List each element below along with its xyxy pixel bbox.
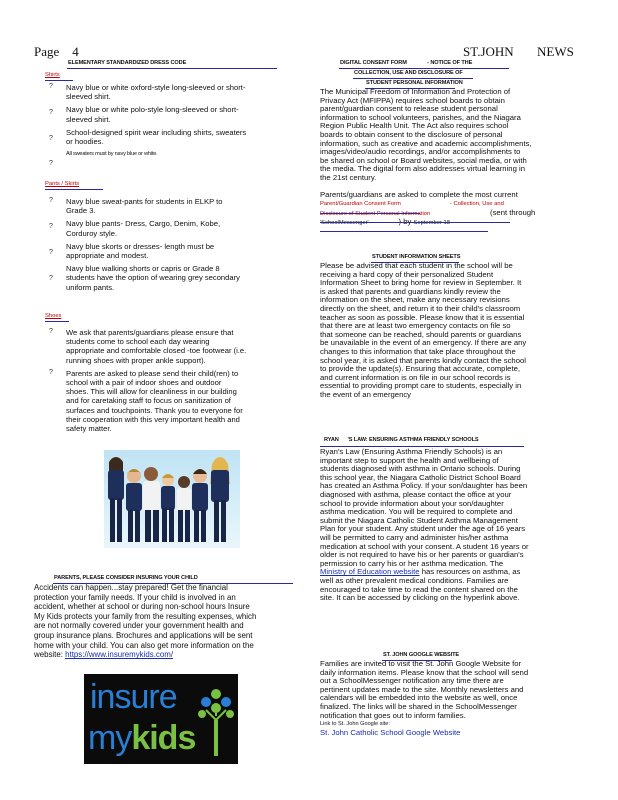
list-item: and for caretaking staff to focus on sanitization of xyxy=(66,396,231,406)
consent-rule-2 xyxy=(353,78,473,79)
asthma-line: diagnosed with asthma, please contact the office at your xyxy=(320,489,512,499)
info-sheets-line: directly on the sheet, and return it to their child's classroom xyxy=(320,303,521,313)
list-item: school with a pair of indoor shoes and outdoor xyxy=(66,378,222,388)
info-sheets-line: to provide the update(s). Ensuring that accurate, complete, xyxy=(320,364,520,374)
consent-title-1 xyxy=(340,60,472,66)
list-item: All sweaters must by navy blue or white. xyxy=(66,151,158,158)
asthma-line: medication at school with your consent. A student 16 years or xyxy=(320,541,529,551)
bullet-icon: ? xyxy=(49,160,53,167)
asthma-line: this school year, the Niagara Catholic District School Board xyxy=(320,472,521,482)
logo-kids: kids xyxy=(131,719,196,757)
google-line: notification that goes out to inform families. xyxy=(320,710,466,720)
bullet-icon: ? xyxy=(49,135,53,142)
info-sheets-line: that someone can be reached, should parents or guardians xyxy=(320,329,522,339)
google-line: Families are invited to visit the St. John Google Website for xyxy=(320,659,522,668)
consent-form-rule-3 xyxy=(320,231,488,232)
consent-sent-through: (sent through xyxy=(490,207,536,217)
insure-my-kids-logo xyxy=(84,674,238,764)
consent-date: September 18 xyxy=(413,220,450,227)
consent-messenger: 'SchoolMessenger' xyxy=(320,220,369,227)
asthma-line: site. It can be accessed by clicking on the hyperlink above. xyxy=(320,593,520,603)
asthma-line: Plan for your student. Any student under the age of 16 years xyxy=(320,524,526,534)
bullet-icon: ? xyxy=(49,328,53,335)
pants-list xyxy=(66,197,306,292)
consent-line: The Municipal Freedom of Information and Protection of xyxy=(320,87,511,96)
info-sheets-line: school year, it is asked that parents kindly contact the school xyxy=(320,355,526,365)
google-link-label: Link to St. John Google site: xyxy=(320,721,390,728)
shoes-label: Shoes xyxy=(45,313,62,319)
tree-icon xyxy=(196,680,236,760)
list-item: appropriate and modest. xyxy=(66,251,149,261)
consent-form-line-3 xyxy=(320,218,612,228)
insuremykids-link[interactable]: https://www.insuremykids.com/ xyxy=(65,650,174,660)
bullet-icon: ? xyxy=(49,197,53,204)
asthma-line: asthma medication. You will be required to complete and xyxy=(320,507,513,517)
asthma-text xyxy=(320,448,612,603)
consent-line: the media. The digital form also addresses virtual learning in xyxy=(320,164,525,174)
info-sheets-line: changes to this information that take place throughout the xyxy=(320,346,516,356)
info-sheets-line: and current information is on file in our school records is xyxy=(320,372,511,382)
list-item: sleeved shirt. xyxy=(66,114,111,124)
pants-rule xyxy=(45,189,103,190)
asthma-after-link: has resources on asthma, as xyxy=(419,567,521,577)
bullet-icon: ? xyxy=(49,369,53,376)
logo-mykids-text xyxy=(88,718,195,758)
list-item: their cooperation with this very important health and xyxy=(66,414,240,424)
logo-my: my xyxy=(88,719,132,757)
asthma-line: important step to support the health and wellbeing of xyxy=(320,455,499,465)
insurance-line: My Kids protects your family from the resulting expenses, which xyxy=(34,611,257,621)
shirts-label: Shirts xyxy=(45,72,60,78)
asthma-line: encouraged to take time to read the content shared on the xyxy=(320,584,518,594)
info-sheets-line: the event of an emergency xyxy=(320,389,412,399)
asthma-line: has created an Asthma Policy. If your son/daughter has been xyxy=(320,481,528,491)
google-line: finalized. The links will be shared in the SchoolMessenger xyxy=(320,701,517,711)
list-item: School-designed spirit wear including shirts, sweaters xyxy=(66,127,247,137)
consent-line: information to school volunteers, parishes, and the Niagara xyxy=(320,112,521,122)
consent-form-name-b: - Collection, Use and xyxy=(450,201,504,208)
google-line: daily information items. Please know that the school will send xyxy=(320,667,529,677)
consent-line: boards to obtain consent to the disclosure of personal xyxy=(320,129,503,139)
list-item: uniform pants. xyxy=(66,282,115,292)
info-sheets-line: teacher as soon as possible. Please know that it is essential xyxy=(320,312,525,322)
bullet-icon: ? xyxy=(49,249,53,256)
list-item: sleeved shirt. xyxy=(66,92,111,102)
list-item: shoes. This will allow for cleanliness in our building xyxy=(66,387,237,397)
list-item: appropriate and comfortable closed -toe footwear (i.e. xyxy=(66,346,247,356)
insurance-line: are not normally covered under your government health and xyxy=(34,621,244,631)
ministry-of-education-link[interactable]: Ministry of Education website xyxy=(320,567,420,577)
insurance-line: group insurance plans. Brochures and applications will be sent xyxy=(34,630,253,640)
google-line: pertinent updates made to the site. Monthly newsletters and xyxy=(320,684,524,694)
bullet-icon: ? xyxy=(49,275,53,282)
info-sheets-line: Information Sheet to bring home for review in September. It xyxy=(320,278,522,288)
google-text xyxy=(320,660,612,738)
consent-line: Privacy Act (MFIPPA) requires school boards to obtain xyxy=(320,95,505,105)
info-sheets-line: be unavailable in the event of an emergency. If there are any xyxy=(320,338,527,348)
asthma-line: older is not required to have his or her parents or guardian's xyxy=(320,550,524,560)
bullet-icon: ? xyxy=(49,109,53,116)
asthma-line: submit the Niagara Catholic Student Asthma Management xyxy=(320,515,518,525)
list-item: students have the option of wearing grey secondary xyxy=(66,273,240,283)
asthma-line: students diagnosed with asthma in Ontario schools. During xyxy=(320,464,521,474)
consent-title-part-b: - NOTICE OF THE xyxy=(427,60,473,66)
list-item: Navy blue or white oxford-style long-sleeved or short- xyxy=(66,83,246,92)
students-photo xyxy=(104,450,240,548)
consent-line: information, such as creative and academic accomplishments, xyxy=(320,138,532,148)
consent-rule-1 xyxy=(339,68,509,69)
page-word: Page xyxy=(34,44,60,59)
asthma-line: well as other prevalent medical conditions. Families are xyxy=(320,575,509,585)
list-item: Navy blue skorts or dresses- length must be xyxy=(66,241,215,251)
bullet-icon: ? xyxy=(49,83,53,90)
google-website-link[interactable]: St. John Catholic School Google Website xyxy=(320,728,461,738)
list-item: or hoodies. xyxy=(66,137,104,147)
shoes-rule xyxy=(45,321,69,322)
dress-code-title: ELEMENTARY STANDARDIZED DRESS CODE xyxy=(68,60,187,66)
list-item: We ask that parents/guardians please ensure that xyxy=(66,328,234,337)
consent-line: the 21st century. xyxy=(320,172,377,182)
consent-form-name-c: Disclosure of Student Personal Information xyxy=(320,210,431,217)
consent-form-rule-1 xyxy=(320,213,420,214)
consent-line: be shared on school or Board websites, social media, or with xyxy=(320,155,527,165)
info-sheets-text xyxy=(320,262,612,400)
logo-insure-text: insure xyxy=(90,678,177,716)
list-item: Parents are asked to please send their child(ren) to xyxy=(66,368,239,378)
school-name: ST.JOHN xyxy=(463,44,514,59)
website-prefix: website: xyxy=(34,650,66,660)
consent-ask-line: Parents/guardians are asked to complete the most current xyxy=(320,189,518,199)
consent-line: images/video/audio recordings, and/or accomplishments to xyxy=(320,147,521,157)
info-sheets-line: information on the sheet, make any necessary revisions xyxy=(320,295,510,305)
list-item: Navy blue sweat-pants for students in ELKP to xyxy=(66,197,223,206)
list-item: surfaces and touchpoints. Thank you to everyone for xyxy=(66,405,243,415)
google-line: calendars will be embedded into the website as well, once xyxy=(320,693,518,703)
google-line: out a SchoolMessenger notification any time there are xyxy=(320,676,504,686)
insurance-text xyxy=(34,583,316,660)
list-item: Grade 3. xyxy=(66,206,96,216)
students-illustration xyxy=(104,450,240,548)
bullet-icon: ? xyxy=(49,223,53,230)
asthma-line: will be permitted to carry and administer his/her asthma xyxy=(320,532,509,542)
info-sheets-line: essential to providing prompt care to students, especially in xyxy=(320,381,522,391)
info-sheets-line: that there are at least two emergency contacts on file so xyxy=(320,321,511,331)
shirts-rule xyxy=(45,80,73,81)
page-number: 4 xyxy=(72,44,79,59)
dress-code-rule xyxy=(67,68,277,69)
list-item: safety matter. xyxy=(66,424,112,434)
consent-title-2: COLLECTION, USE AND DISCLOSURE OF xyxy=(354,70,463,76)
info-sheets-line: receiving a hard copy of their personalized Student xyxy=(320,269,494,279)
news-label: NEWS xyxy=(537,44,574,59)
list-item: students come to school each day wearing xyxy=(66,337,210,347)
asthma-line: school to provide information about your son/daughter xyxy=(320,498,504,508)
list-item: Corduroy style. xyxy=(66,228,118,238)
insurance-line: home with your child. You can also get more information on the xyxy=(34,640,254,650)
asthma-title-part-b: 'S LAW: ENSURING ASTHMA FRIENDLY SCHOOLS xyxy=(347,437,479,443)
consent-line: parent/guardian consent to release student personal xyxy=(320,104,498,114)
consent-form-name: Parent/Guardian Consent Form xyxy=(320,201,401,208)
asthma-title-part-a: RYAN xyxy=(324,437,339,443)
info-sheets-line: Please be advised that each student in the school will be xyxy=(320,261,513,270)
consent-title-part-a: DIGITAL CONSENT FORM xyxy=(340,60,407,66)
info-sheets-title: STUDENT INFORMATION SHEETS xyxy=(372,254,461,260)
asthma-line: permission to carry his or her asthma medication. The xyxy=(320,558,504,568)
pants-label: Pants / Skirts xyxy=(45,181,80,187)
asthma-title xyxy=(324,437,479,443)
consent-text xyxy=(320,88,612,228)
asthma-line: Ryan's Law (Ensuring Asthma Friendly Schools) is an xyxy=(320,447,503,456)
insurance-line: protection your family needs. If your child is involved in an xyxy=(34,592,236,602)
google-title: ST. JOHN GOOGLE WEBSITE xyxy=(383,652,460,658)
insurance-title: PARENTS, PLEASE CONSIDER INSURING YOUR CHILD xyxy=(54,575,198,581)
info-sheets-line: is asked that parents and guardians kindly review the xyxy=(320,286,501,296)
insurance-line: Accidents can happen...stay prepared! Get the financial xyxy=(34,583,228,592)
insurance-website-line xyxy=(34,650,316,660)
shirts-list xyxy=(66,83,306,159)
list-item: Navy blue walking shorts or capris or Grade 8 xyxy=(66,264,220,274)
shoes-list xyxy=(66,328,316,433)
list-item: running shoes with proper ankle support). xyxy=(66,355,206,365)
consent-line: Region Public Health Unit. The Act also requires school xyxy=(320,121,509,131)
list-item: Navy blue pants- Dress, Cargo, Denim, Kobe, xyxy=(66,219,221,229)
consent-by: ) by xyxy=(398,217,412,227)
consent-title-3: STUDENT PERSONAL INFORMATION xyxy=(366,80,463,86)
page-label xyxy=(34,44,79,60)
consent-form-rule-2 xyxy=(320,222,510,223)
list-item: Navy blue or white polo-style long-sleeved or short- xyxy=(66,105,239,115)
insurance-line: accident, whether at school or during non-school hours Insure xyxy=(34,602,250,612)
